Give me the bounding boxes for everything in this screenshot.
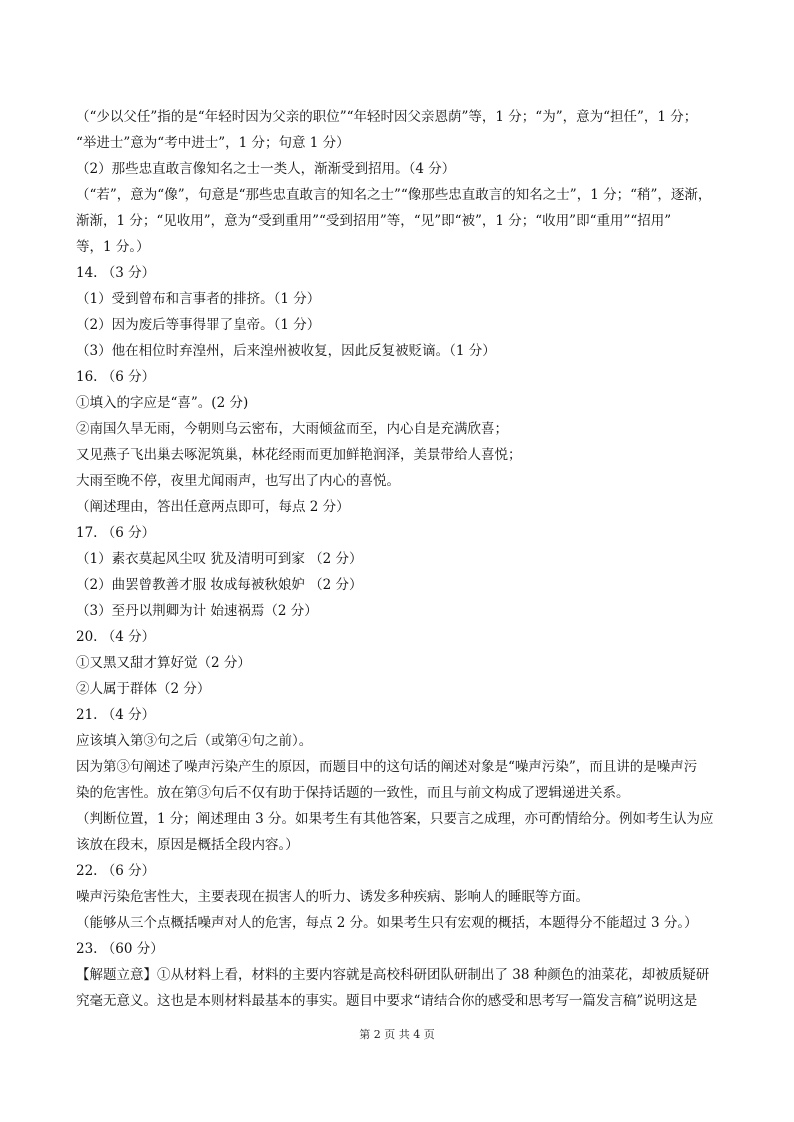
text-line: （2）曲罢曾教善才服 妆成每被秋娘妒 （2 分）: [76, 577, 363, 593]
page-footer: 第 2 页 共 4 页: [359, 1028, 435, 1041]
text-line: （“若”，意为“像”，句意是“那些忠直敢言的知名之士”“像那些忠直敢言的知名之士”，1 分；“稍”，逐渐，: [76, 187, 712, 203]
text-line: 大雨至晚不停，夜里尤闻雨声，也写出了内心的喜悦。: [76, 473, 400, 489]
text-line: （能够从三个点概括噪声对人的危害，每点 2 分。如果考生只有宏观的概括，本题得分不能超过 3 分。）: [76, 915, 698, 931]
text-line: （1）素衣莫起风尘叹 犹及清明可到家 （2 分）: [76, 551, 363, 567]
text-line: 染的危害性。放在第③句后不仅有助于保持话题的一致性，而且与前文构成了逻辑递进关系。: [76, 785, 630, 801]
text-line: （1）受到曾布和言事者的排挤。（1 分）: [76, 291, 321, 307]
text-line: 该放在段末，原因是概括全段内容。）: [76, 837, 299, 853]
text-line: （3）他在相位时弃湟州，后来湟州被收复，因此反复被贬谪。（1 分）: [76, 343, 496, 359]
text-line: 应该填入第③句之后（或第④句之前）。: [76, 733, 313, 749]
text-line: （3）至丹以荆卿为计 始速祸焉（2 分）: [76, 603, 318, 619]
question-heading: 21. （4 分）: [76, 707, 156, 723]
question-heading: 22. （6 分）: [76, 863, 156, 879]
text-line: 因为第③句阐述了噪声污染产生的原因，而题目中的这句话的阐述对象是“噪声污染”，而且讲的是噪声污: [76, 759, 698, 775]
text-line: （“少以父任”指的是“年轻时因为父亲的职位”“年轻时因父亲恩荫”等，1 分；“为”，意为“担任”，1 分；: [76, 109, 698, 125]
text-line: ①填入的字应是“喜”。(2 分): [76, 395, 249, 411]
question-heading: 20. （4 分）: [76, 629, 156, 645]
question-heading: 16. （6 分）: [76, 369, 156, 385]
text-line: 渐渐，1 分；“见收用”，意为“受到重用”“受到招用”等，“见”即“被”，1 分；“收用”即“重用”“招用”: [76, 213, 672, 229]
question-heading: 17. （6 分）: [76, 525, 156, 541]
text-line: “举进士”意为“考中进士”，1 分；句意 1 分）: [76, 135, 350, 151]
document-body: [76, 104, 726, 1014]
text-line: ②南国久旱无雨，今朝则乌云密布，大雨倾盆而至，内心自是充满欣喜；: [76, 421, 508, 437]
text-line: 等，1 分。）: [76, 239, 150, 255]
question-heading: 23. （60 分）: [76, 941, 164, 957]
text-line: （阐述理由，答出任意两点即可，每点 2 分）: [76, 499, 350, 515]
text-line: 又见燕子飞出巢去啄泥筑巢，林花经雨而更加鲜艳润泽，美景带给人喜悦；: [76, 447, 522, 463]
text-line: 【解题立意】①从材料上看，材料的主要内容就是高校科研团队研制出了 38 种颜色的油菜花，却被质疑研: [76, 967, 710, 983]
text-line: （2）因为废后等事得罪了皇帝。（1 分）: [76, 317, 321, 333]
question-heading: 14. （3 分）: [76, 265, 156, 281]
text-line: 究毫无意义。这也是本则材料最基本的事实。题目中要求“请结合你的感受和思考写一篇发言稿”说明这是: [76, 993, 698, 1009]
text-line: ①又黑又甜才算好觉（2 分）: [76, 655, 251, 671]
text-line: （2）那些忠直敢言像知名之士一类人，渐渐受到招用。（4 分）: [76, 161, 456, 177]
text-line: 噪声污染危害性大，主要表现在损害人的听力、诱发多种疾病、影响人的睡眠等方面。: [76, 889, 589, 905]
text-line: （判断位置，1 分；阐述理由 3 分。如果考生有其他答案，只要言之成理，亦可酌情给分。例如考生认为应: [76, 811, 714, 827]
text-line: ②人属于群体（2 分）: [76, 681, 211, 697]
